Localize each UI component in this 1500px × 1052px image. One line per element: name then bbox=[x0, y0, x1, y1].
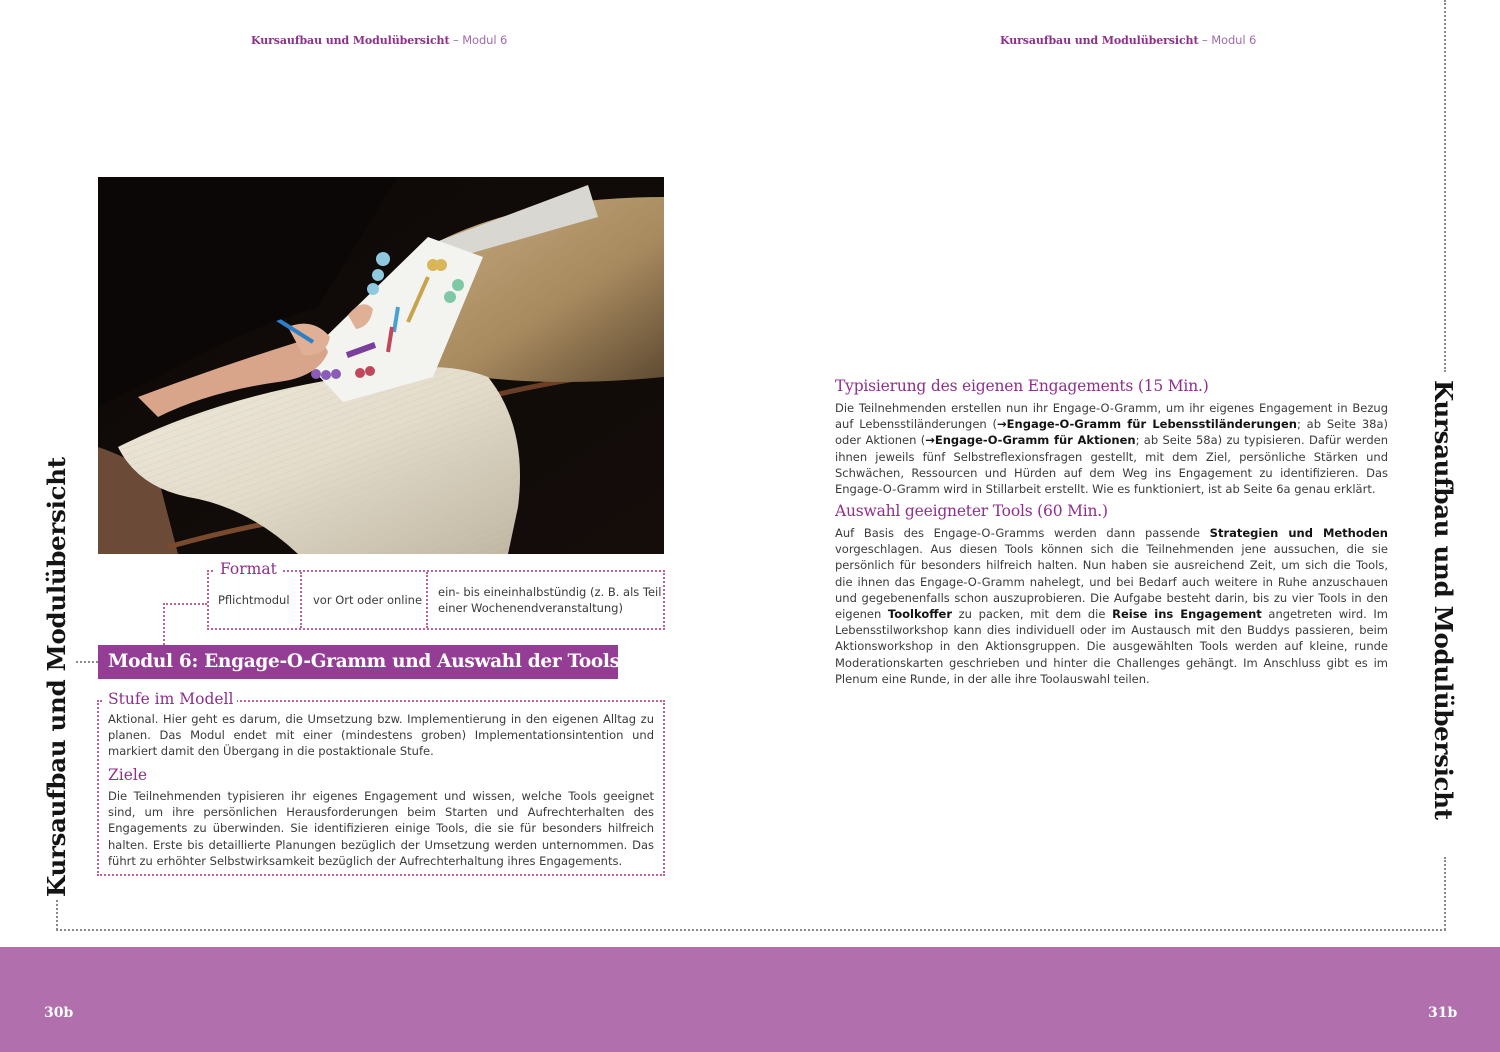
connector-line bbox=[76, 661, 98, 663]
format-cell-duration bbox=[426, 572, 662, 628]
format-cell-location bbox=[300, 572, 426, 628]
running-head-right bbox=[1000, 33, 1256, 47]
format-cell-type bbox=[209, 572, 300, 628]
connector-line bbox=[163, 603, 207, 605]
footer-band bbox=[0, 947, 1500, 1052]
body-text-run: ; ab Seite 58a) zu typisieren. Dafür werden ihnen jeweils fünf Selbstreflexionsfragen gestellt, mit dem Ziel, persönliche Stärken und Schwächen, Ressourcen und Hürden auf dem Weg ins Engagement zu identifizieren. Das Engage-O-Gramm wird in Stillarbeit erstellt. Wie es funktioniert, ist ab Seite 6a genau erklärt. bbox=[835, 433, 1388, 497]
emphasized-term: Reise ins Engagement bbox=[1112, 607, 1262, 622]
body-text-run: ; ab Seite 38a) oder Aktionen ( bbox=[835, 417, 1389, 448]
running-head-title: Kursaufbau und Modulübersicht bbox=[1000, 34, 1199, 47]
page-number-right: 31b bbox=[1428, 1005, 1458, 1021]
running-head-left bbox=[251, 33, 507, 47]
format-cell-text: vor Ort oder online bbox=[313, 593, 423, 607]
section-text-toolauswahl bbox=[835, 525, 1388, 687]
emphasized-term: →Engage-O-Gramm für Lebensstiländerungen bbox=[997, 417, 1297, 432]
section-text-typisierung bbox=[835, 400, 1388, 497]
photo-illustration bbox=[98, 177, 664, 554]
running-head-separator: – bbox=[1198, 33, 1212, 47]
emphasized-term: Strategien und Methoden bbox=[1209, 526, 1388, 540]
body-text-run: angetreten wird. Im Lebensstilworkshop kann dies individuell oder im Austausch mit den Buddys passieren, beim Aktionsworkshop in den Aktionsgruppen. Die ausgewählten Tools werden auf kleine, runde Moderationskarten geschrieben und hinter die Challenges gehängt. Im Anschluss gibt es im Plenum eine Runde, in der alle ihre Toolauswahl teilen. bbox=[835, 607, 1388, 686]
running-head-separator: – bbox=[449, 33, 463, 47]
ziele-text: Die Teilnehmenden typisieren ihr eigenes Engagement und wissen, welche Tools geeignet sind, um ihre persönlichen Herausforderungen beim Starten und Aufrechterhalten des Engagements zu überwinden. Sie identifizieren einige Tools, die sie für besonders hilfreich halten. Erste bis detaillierte Planungen bezüglich der Umsetzung werden unternommen. Das führt zu erhöhter Selbstwirksamkeit bezüglich der Aufrechterhaltung ihres Engagements. bbox=[108, 789, 654, 868]
dotted-frame-right-bottom bbox=[1444, 857, 1446, 930]
vertical-chapter-title-left: Kursaufbau und Modulübersicht bbox=[42, 457, 71, 897]
body-text-run: vorgeschlagen. Aus diesen Tools können sich die Teilnehmenden jene aussuchen, die sie persönlich für besonders hilfreich halten. Nun haben sie ausreichend Zeit, um sich die Tools, die ihnen das Engage-O-Gramm nahelegt, und bei Bedarf auch weitere in Ruhe anzuschauen und gegebenenfalls schon auszuprobieren. Die Aufgabe besteht darin, bis zu vier Tools in den eigenen bbox=[835, 542, 1388, 622]
running-head-subtitle: Modul 6 bbox=[1211, 33, 1257, 47]
connector-line bbox=[163, 603, 165, 645]
dotted-frame-bottom bbox=[56, 929, 1446, 931]
body-text-run: zu packen, mit dem die bbox=[952, 607, 1113, 622]
section-heading-typisierung: Typisierung des eigenen Engagements (15 Min.) bbox=[835, 377, 1209, 395]
format-label: Format bbox=[215, 560, 282, 578]
dotted-frame-left bbox=[56, 900, 58, 930]
ziele-heading: Ziele bbox=[104, 766, 151, 784]
format-cell-text: ein- bis eineinhalbstündig (z. B. als Teil einer Wochenendveranstaltung) bbox=[438, 585, 662, 615]
dotted-frame-right-top bbox=[1444, 0, 1446, 372]
stufe-text: Aktional. Hier geht es darum, die Umsetzung bzw. Implementierung in den eigenen Alltag zu planen. Das Modul endet mit einer (mindestens groben) Implementationsintention und markiert damit den Übergang in die postaktionale Stufe. bbox=[108, 712, 654, 759]
emphasized-term: →Engage-O-Gramm für Aktionen bbox=[925, 433, 1136, 448]
body-text-run: Die Teilnehmenden erstellen nun ihr Engage-O-Gramm, um ihr eigenes Engagement in Bezug auf Lebensstiländerungen ( bbox=[835, 401, 1388, 432]
format-cell-text: Pflichtmodul bbox=[218, 593, 290, 607]
running-head-subtitle: Modul 6 bbox=[462, 33, 508, 47]
module-title-banner: Modul 6: Engage-O-Gramm und Auswahl der Tools bbox=[98, 645, 618, 679]
running-head-title: Kursaufbau und Modulübersicht bbox=[251, 34, 450, 47]
stufe-heading: Stufe im Modell bbox=[104, 690, 237, 708]
vertical-chapter-title-right: Kursaufbau und Modulübersicht bbox=[1429, 380, 1458, 820]
module-photo bbox=[98, 177, 664, 554]
section-heading-toolauswahl: Auswahl geeigneter Tools (60 Min.) bbox=[835, 502, 1108, 520]
body-text-run: Auf Basis des Engage-O-Gramms werden dann passende bbox=[835, 526, 1210, 540]
emphasized-term: Toolkoffer bbox=[887, 607, 953, 622]
page-number-left: 30b bbox=[44, 1005, 74, 1021]
